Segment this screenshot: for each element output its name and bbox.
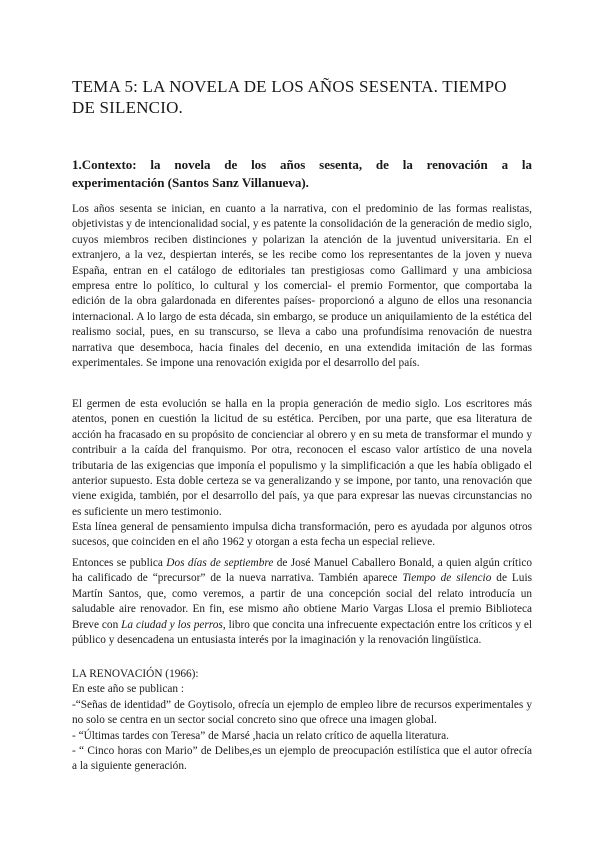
book-title-tiempo-de-silencio: Tiempo de silencio xyxy=(402,572,492,585)
paragraph-4-text-2: de José Manuel Caballero Bonald, a quien algún crítico ha calificado de “precursor” de la nueva narrativa. También aparece xyxy=(72,557,532,585)
renovacion-item-2: - “Últimas tardes con Teresa” de Marsé ,hacia un relato crítico de aquella literatura. xyxy=(72,729,449,742)
book-title-la-ciudad: La ciudad y los perros xyxy=(121,618,223,631)
renovacion-section xyxy=(72,667,532,775)
section-heading-line-1: 1.Contexto: la novela de los años sesenta, de la renovación a la xyxy=(72,157,532,172)
section-heading-line-2: experimentación (Santos Sanz Villanueva). xyxy=(72,175,309,190)
paragraph-4 xyxy=(72,556,532,648)
page-title xyxy=(72,76,532,118)
paragraph-4-text-4: , libro que concita una infrecuente expectación entre los críticos y el público y desencadena un entusiasta interés por la imaginación y la renovación lingüística. xyxy=(72,618,532,647)
renovacion-heading: LA RENOVACIÓN (1966): xyxy=(72,668,199,680)
title-line-1: TEMA 5: LA NOVELA DE LOS AÑOS SESENTA. TIEMPO xyxy=(72,77,507,96)
renovacion-intro: En este año se publican : xyxy=(72,683,184,696)
paragraph-1: Los años sesenta se inician, en cuanto a la narrativa, con el predominio de las formas realistas, objetivistas y de intencionalidad social, y es patente la consolidación de la generación de medio siglo, cuyos miembros reciben distinciones y polarizan la atención de la juventud universitaria. En el extranjero, a la vez, despiertan interés, se les recibe como los representantes de la joven y nueva España, entran en el catálogo de editoriales tan prestigiosas como Gallimard y una ambiciosa empresa entre lo político, lo cultural y los comercial- el premio Formentor, que comportaba la edición de la obra galardonada en diferentes países- proporcionó a alguno de ellos una resonancia internacional. A lo largo de esta década, sin embargo, se produce un aniquilamiento de la estética del realismo social, pues, en su transcurso, se lleva a cabo una profundísima renovación de nuestra narrativa que desemboca, hacia finales del decenio, en una extendida imitación de las formas experimentales. Se impone una renovación exigida por el desarrollo del país. xyxy=(72,203,532,370)
title-line-2: DE SILENCIO. xyxy=(72,98,183,117)
book-title-dos-dias: Dos días de septiembre xyxy=(166,557,274,569)
paragraph-4-text-1: Entonces se publica xyxy=(72,557,167,569)
paragraph-3: Esta línea general de pensamiento impulsa dicha transformación, pero es ayudada por algunos otros sucesos, que coinciden en el año 1962 y otorgan a esta fecha un especial relieve. xyxy=(72,521,532,549)
paragraph-4-text-3: de Luis Martín Santos, que, como veremos, a partir de una concepción social del relato introducía un saludable aire renovador. En fin, ese mismo año obtiene Mario Vargas Llosa el premio Biblioteca Breve con xyxy=(72,572,532,631)
paragraph-2: El germen de esta evolución se halla en la propia generación de medio siglo. Los escritores más atentos, ponen en cuestión la licitud de su estética. Perciben, por una parte, que esa literatura de acción ha fracasado en su propósito de concienciar al obrero y en su meta de transformar el mundo y contribuir a la caída del franquismo. Por otra, reconocen el escaso valor artístico de una novela tributaria de las exigencias que imponía el populismo y la simplificación a que les había obligado el anterior supuesto. Esta doble certeza se va generalizando y se impone, por tanto, una renovación que viene exigida, también, por el desarrollo del país, ya que para expresar las nuevas circunstancias no es suficiente un mero testimonio. xyxy=(72,398,532,518)
section-heading xyxy=(72,156,532,192)
renovacion-item-3: - “ Cinco horas con Mario” de Delibes,es un ejemplo de preocupación estilística que el autor ofrecía a la siguiente generación. xyxy=(72,745,532,773)
renovacion-item-1: -“Señas de identidad” de Goytisolo, ofrecía un ejemplo de empleo libre de recursos experimentales y no solo se centra en un sector social concreto sino que ofrece una imagen global. xyxy=(72,698,532,727)
